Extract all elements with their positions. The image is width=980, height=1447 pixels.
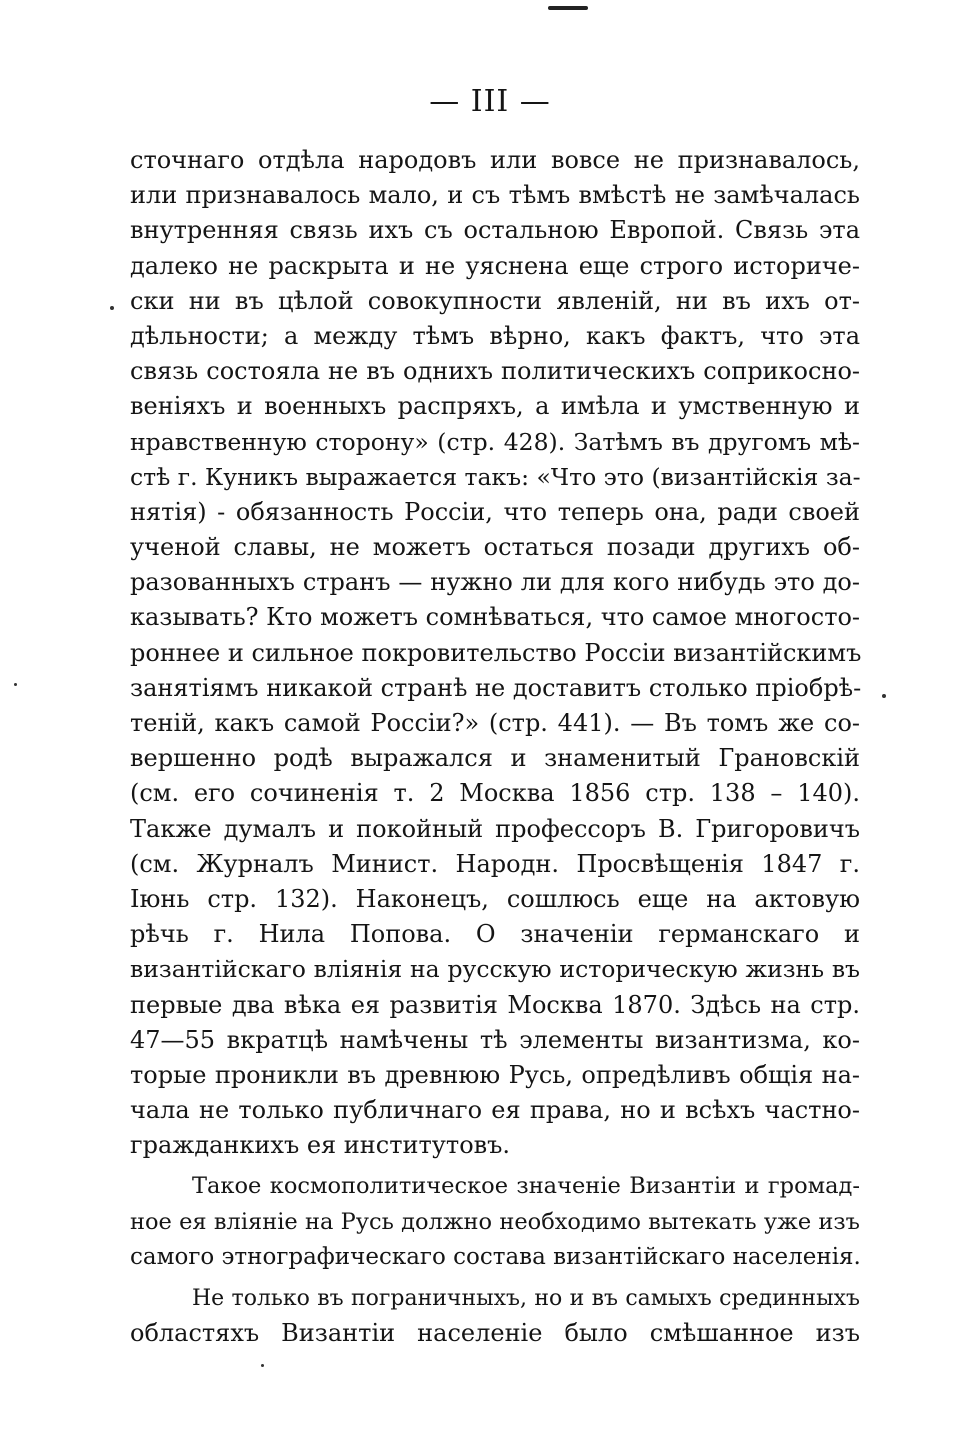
paragraph-2 xyxy=(130,1169,860,1275)
text-line: нятія) - обязанность Россіи, что теперь она, ради своей xyxy=(130,497,860,526)
text-line: областяхъ Византіи населеніе было смѣшанное изъ xyxy=(130,1319,860,1348)
text-line: ное ея вліяніе на Русь должно необходимо вытекать уже изъ xyxy=(130,1208,860,1235)
text-line: веніяхъ и военныхъ распряхъ, а имѣла и умственную и xyxy=(130,392,860,421)
text-line: чала не только публичнаго ея права, но и всѣхъ частно- xyxy=(130,1096,860,1125)
scan-speck xyxy=(14,683,17,686)
scan-speck xyxy=(110,306,114,310)
text-line: роннее и сильное покровительство Россіи византійскимъ xyxy=(130,638,862,667)
text-line: рѣчь г. Нила Попова. О значеніи германскаго и xyxy=(130,920,860,949)
text-line: разованныхъ странъ — нужно ли для кого нибудь это до- xyxy=(130,568,860,597)
text-line: теній, какъ самой Россіи?» (стр. 441). — Въ томъ же со- xyxy=(130,709,860,737)
text-line: Такое космополитическое значеніе Византіи и громад- xyxy=(192,1173,860,1200)
scan-speck xyxy=(882,694,886,698)
text-line: связь состояла не въ однихъ политическихъ соприкосно- xyxy=(130,357,860,386)
page-number: — III — xyxy=(429,84,551,119)
text-line: вершенно родѣ выражался и знаменитый Грановскій xyxy=(130,744,860,773)
text-line: казывать? Кто можетъ сомнѣваться, что самое многосто- xyxy=(130,603,861,632)
text-line: первые два вѣка ея развитія Москва 1870. Здѣсь на стр. xyxy=(130,990,860,1019)
text-line: или признавалось мало, и съ тѣмъ вмѣстѣ не замѣчалась xyxy=(130,181,860,210)
text-line: сточнаго отдѣла народовъ или вовсе не признавалось, xyxy=(130,146,860,174)
text-line: далеко не раскрыта и не уяснена еще строго историче- xyxy=(130,251,860,280)
text-line: Также думалъ и покойный профессоръ В. Григоровичъ xyxy=(130,814,860,843)
text-line: гражданкихъ ея институтовъ. xyxy=(130,1131,511,1160)
text-line: 47—55 вкратцѣ намѣчены тѣ элементы византизма, ко- xyxy=(130,1025,860,1054)
text-line: торые проникли въ древнюю Русь, опредѣливъ общія на- xyxy=(130,1060,860,1089)
scan-speck xyxy=(261,1364,264,1367)
text-line: нравственную сторону» (стр. 428). Затѣмъ въ другомъ мѣ- xyxy=(130,427,860,456)
text-line: византійскаго вліянія на русскую историческую жизнь въ xyxy=(130,955,860,984)
scan-mark xyxy=(548,6,588,10)
text-line: внутренняя связь ихъ съ остальною Европой. Связь эта xyxy=(130,216,860,245)
text-line: (см. Журналъ Минист. Народн. Просвѣщенія 1847 г. xyxy=(130,849,860,878)
text-line: дѣльности; а между тѣмъ вѣрно, какъ фактъ, что эта xyxy=(130,321,860,350)
paragraph-3 xyxy=(130,1281,860,1351)
text-line: самого этнографическаго состава византійскаго населенія. xyxy=(130,1243,861,1270)
body-text xyxy=(130,143,860,1351)
text-line: ученой славы, не можетъ остаться позади другихъ об- xyxy=(130,533,860,562)
text-line: ски ни въ цѣлой совокупности явленій, ни въ ихъ от- xyxy=(130,286,860,315)
text-line: занятіямъ никакой странѣ не доставитъ столько пріобрѣ- xyxy=(130,673,862,702)
text-line: Не только въ пограничныхъ, но и въ самыхъ срединныхъ xyxy=(192,1286,860,1311)
text-line: стѣ г. Куникъ выражается такъ: «Что это (византійскія за- xyxy=(130,462,861,491)
text-line: (см. его сочиненія т. 2 Москва 1856 стр. 138 – 140). xyxy=(130,779,860,808)
paragraph-1 xyxy=(130,143,860,1163)
text-line: Іюнь стр. 132). Наконецъ, сошлюсь еще на актовую xyxy=(130,884,860,913)
